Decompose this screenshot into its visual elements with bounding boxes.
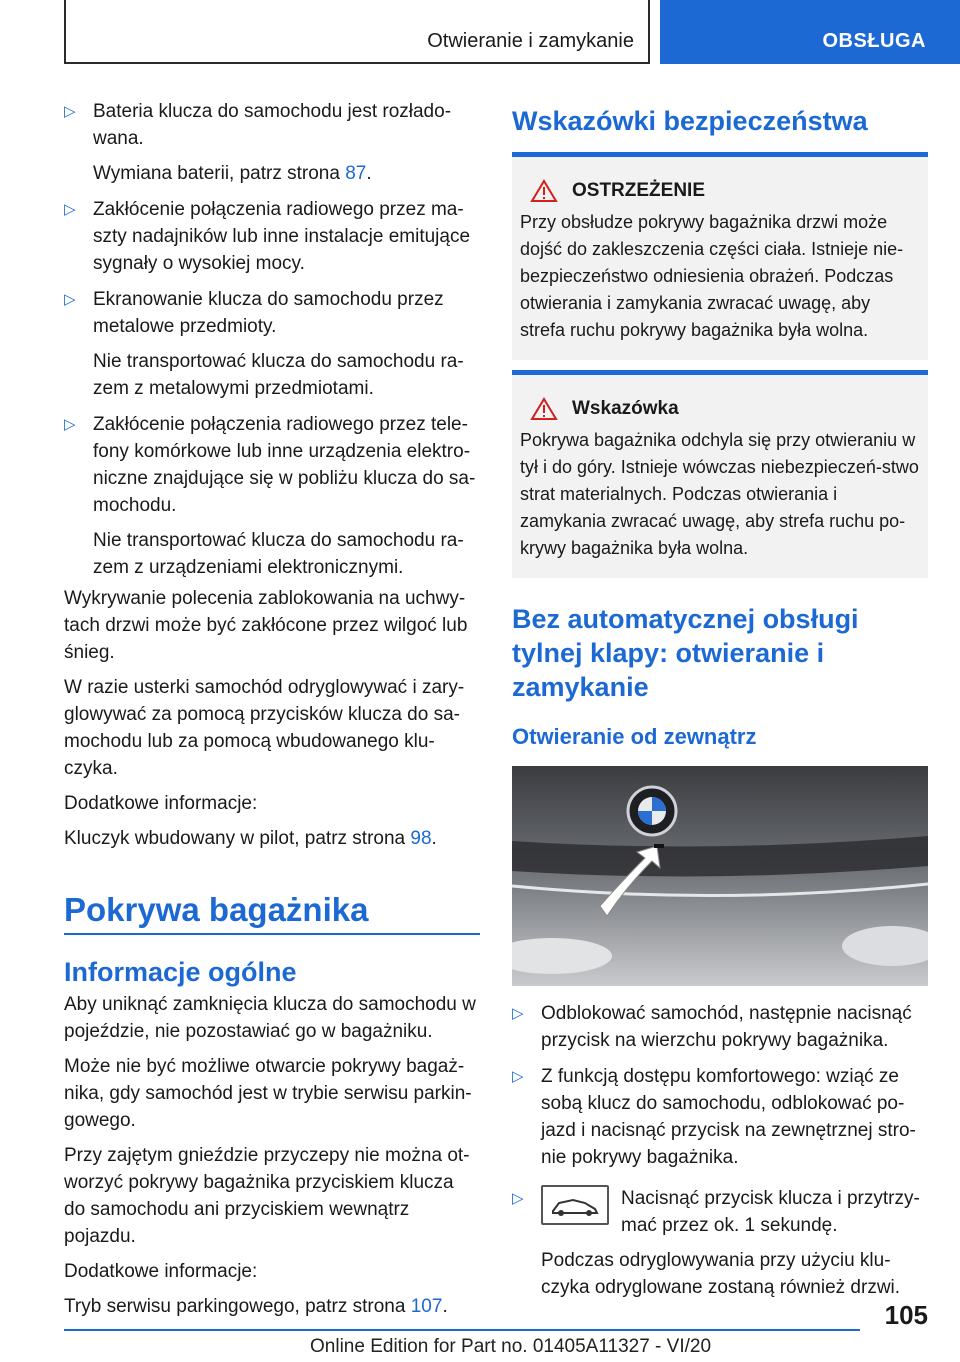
header-section-title: Otwieranie i zamykanie bbox=[427, 30, 634, 52]
paragraph: W razie usterki samochód odryglowywać i zary-glowywać za pomocą przycisków klucza do sa-mochodu lub za pomocą wbudowanego klu-czyka. bbox=[64, 677, 465, 779]
section-divider bbox=[64, 933, 480, 935]
safety-title: Wskazówki bezpieczeństwa bbox=[512, 106, 868, 136]
caution-icon bbox=[530, 397, 558, 421]
bullet-triangle-icon: ▷ bbox=[64, 416, 76, 433]
note-box bbox=[512, 370, 928, 578]
bullet-triangle-icon: ▷ bbox=[512, 1190, 524, 1207]
warning-icon bbox=[530, 179, 558, 203]
left-column bbox=[64, 98, 480, 1320]
note-text: Pokrywa bagażnika odchyla się przy otwieraniu w tył i do góry. Istnieje wówczas niebezpieczeń-stwo strat materialnych. Podczas otwierania i zamykania zwracać uwagę, aby strefa ruchu po-krywy bagażnika była wolna. bbox=[520, 430, 919, 558]
paragraph: Dodatkowe informacje: bbox=[64, 1261, 258, 1282]
subsection-title: Otwieranie od zewnątrz bbox=[512, 724, 757, 749]
subsection-title: Informacje ogólne bbox=[64, 957, 297, 987]
page-number: 105 bbox=[884, 1300, 928, 1330]
list-item bbox=[512, 1000, 928, 1054]
section-title: Bez automatycznej obsługi tylnej klapy: otwieranie i zamykanie bbox=[512, 604, 859, 702]
paragraph: Przy zajętym gnieździe przyczepy nie można ot-worzyć pokrywy bagażnika przyciskiem klucza do samochodu ani przyciskiem wewnątrz pojazdu. bbox=[64, 1145, 470, 1247]
bullet-text: Nacisnąć przycisk klucza i przytrzy-mać przez ok. 1 sekundę. bbox=[621, 1188, 920, 1236]
warning-text: Przy obsłudze pokrywy bagażnika drzwi może dojść do zakleszczenia części ciała. Istnieje nie-bezpieczeństwo odniesienia obrażeń. Podczas otwierania i zamykania zwracać uwagę, aby strefa ruchu pokrywy bagażnika była wolna. bbox=[520, 212, 904, 340]
note-title: Wskazówka bbox=[572, 398, 679, 419]
bullet-text: Zakłócenie połączenia radiowego przez ma-szty nadajników lub inne instalacje emitujące sygnały o wysokiej mocy. bbox=[93, 199, 471, 274]
bullet-subtext: Wymiana baterii, patrz strona 87. bbox=[93, 163, 372, 184]
bullet-subtext: Podczas odryglowywania przy użyciu klu-czyka odryglowane zostaną również drzwi. bbox=[541, 1250, 901, 1298]
page-link[interactable]: 98 bbox=[410, 828, 432, 849]
header-section-box bbox=[64, 0, 650, 64]
bullet-triangle-icon: ▷ bbox=[64, 291, 76, 308]
page-link[interactable]: 87 bbox=[345, 163, 367, 184]
list-item bbox=[512, 1185, 928, 1239]
paragraph: Dodatkowe informacje: bbox=[64, 793, 258, 814]
bullet-text: Zakłócenie połączenia radiowego przez tele-fony komórkowe lub inne urządzenia elektro-niczne znajdujące się w pobliżu klucza do sa-mochodu. bbox=[93, 414, 476, 516]
list-item bbox=[512, 1063, 928, 1171]
list-item bbox=[64, 196, 480, 277]
paragraph: Kluczyk wbudowany w pilot, patrz strona 98. bbox=[64, 828, 437, 849]
header-chapter-label: OBSŁUGA bbox=[822, 30, 926, 52]
page-link[interactable]: 107 bbox=[410, 1296, 443, 1317]
warning-title: OSTRZEŻENIE bbox=[572, 180, 706, 201]
bullet-text: Z funkcją dostępu komfortowego: wziąć ze sobą klucz do samochodu, odblokować po-jazd i nacisnąć przycisk na zewnętrznej stro-nie pokrywy bagażnika. bbox=[541, 1066, 916, 1168]
paragraph: Wykrywanie polecenia zablokowania na uchwy-tach drzwi może być zakłócone przez wilgoć lub śnieg. bbox=[64, 588, 468, 663]
tailgate-illustration bbox=[512, 766, 928, 986]
bullet-text: Ekranowanie klucza do samochodu przez metalowe przedmioty. bbox=[93, 289, 444, 337]
warning-box bbox=[512, 152, 928, 360]
list-item bbox=[64, 98, 480, 152]
bullet-triangle-icon: ▷ bbox=[512, 1068, 524, 1085]
paragraph: Może nie być możliwe otwarcie pokrywy bagaż-nika, gdy samochód jest w trybie serwisu parkin-gowego. bbox=[64, 1056, 472, 1131]
footer-edition: Online Edition for Part no. 01405A11327 - VI/20 bbox=[310, 1336, 712, 1357]
bullet-text: Odblokować samochód, następnie nacisnąć przycisk na wierzchu pokrywy bagażnika. bbox=[541, 1003, 912, 1051]
paragraph: Aby uniknąć zamknięcia klucza do samochodu w pojeździe, nie pozostawiać go w bagażniku. bbox=[64, 994, 476, 1042]
section-title: Pokrywa bagażnika bbox=[64, 891, 369, 928]
bullet-triangle-icon: ▷ bbox=[512, 1005, 524, 1022]
bullet-triangle-icon: ▷ bbox=[64, 103, 76, 120]
bullet-subtext: Nie transportować klucza do samochodu ra-zem z urządzeniami elektronicznymi. bbox=[93, 530, 464, 578]
list-item bbox=[64, 411, 480, 519]
bullet-text: Bateria klucza do samochodu jest rozłado-wana. bbox=[93, 101, 452, 149]
paragraph: Tryb serwisu parkingowego, patrz strona 107. bbox=[64, 1296, 448, 1317]
bullet-subtext: Nie transportować klucza do samochodu ra-zem z metalowymi przedmiotami. bbox=[93, 351, 464, 399]
tailgate-photo bbox=[512, 766, 928, 986]
list-item bbox=[64, 286, 480, 340]
bullet-triangle-icon: ▷ bbox=[64, 201, 76, 218]
right-column bbox=[512, 98, 928, 1301]
footer-divider bbox=[64, 1329, 860, 1331]
car-key-tailgate-icon bbox=[541, 1185, 609, 1225]
header-chapter-tab[interactable] bbox=[660, 0, 960, 64]
